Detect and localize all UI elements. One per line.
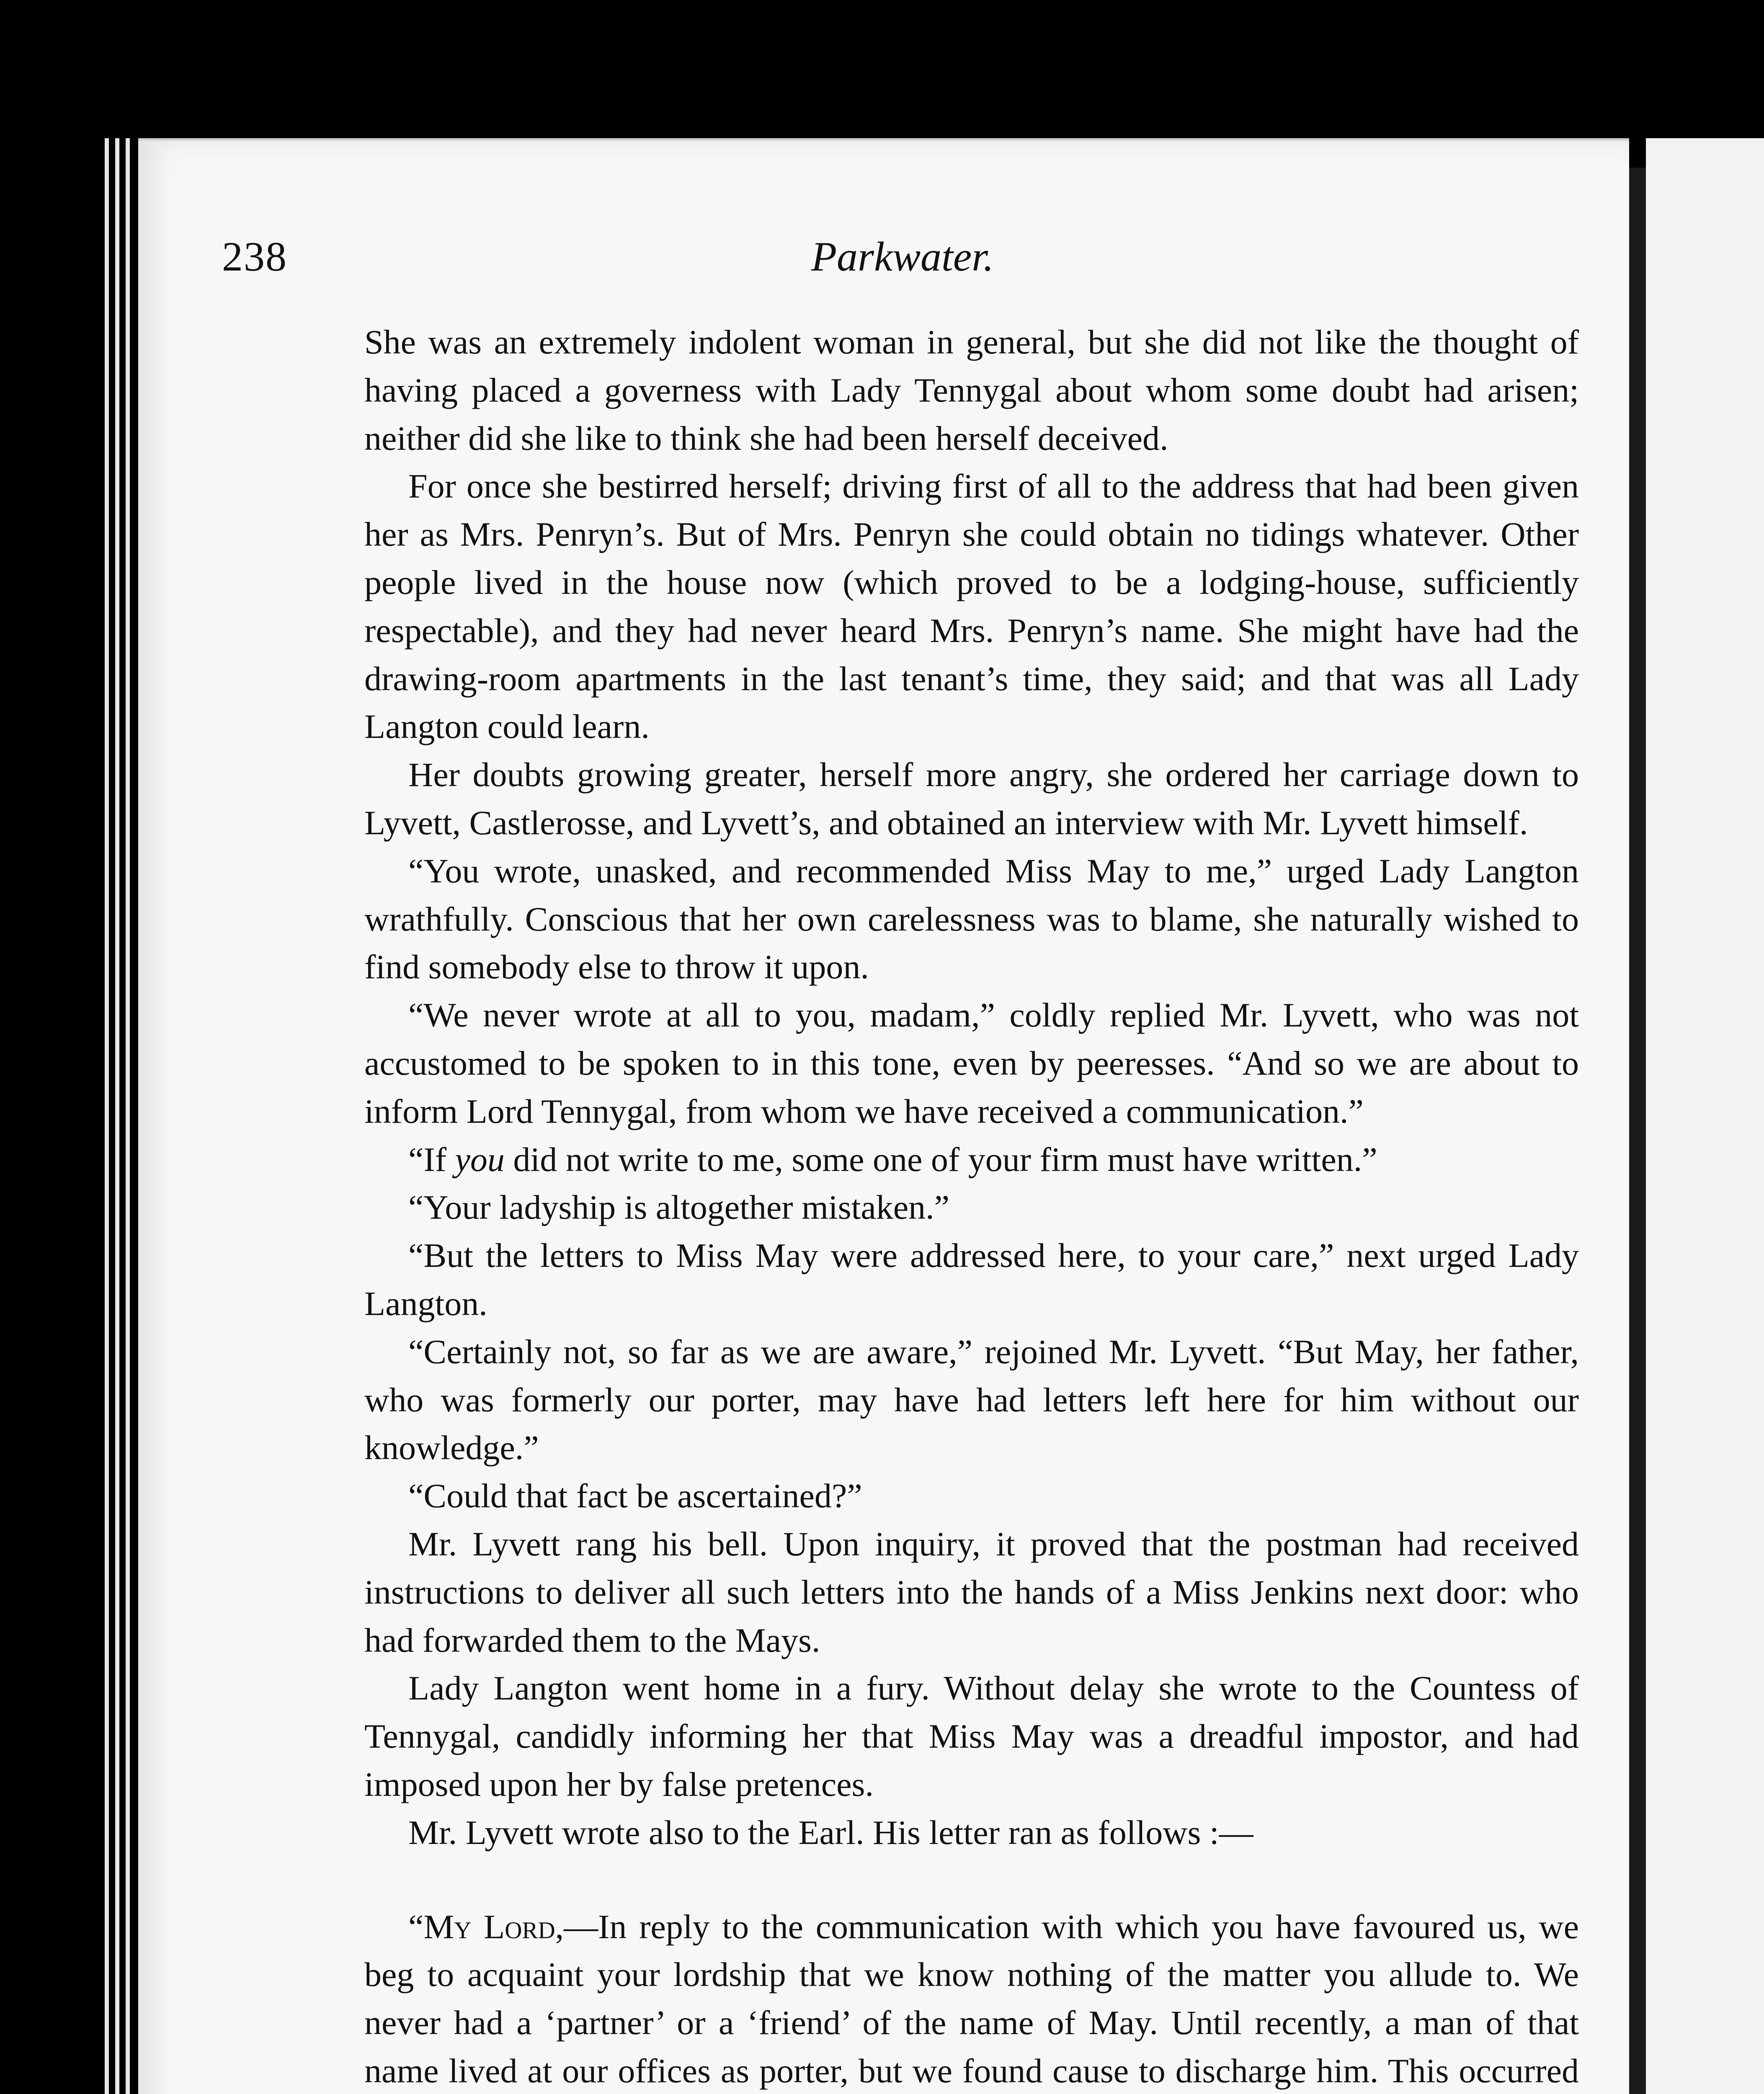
running-title: Parkwater. [811, 233, 994, 280]
page-gutter [1629, 168, 1646, 2094]
letter-open-quote: “ [408, 1907, 424, 1946]
facing-page-edge [1646, 138, 1764, 2094]
paragraph: “You wrote, unasked, and recommended Miss May to me,” urged Lady Langton wrathfully. Conscious that her own carelessness was to blame, she naturally wished to find somebody else to throw it upon. [364, 851, 1579, 986]
running-head [222, 232, 1583, 291]
paragraph: She was an extremely indolent woman in general, but she did not like the thought of having placed a governess with Lady Tennygal about whom some doubt had arisen; neither did she like to think she had been herself deceived. [364, 323, 1579, 457]
body-text [364, 318, 1579, 2094]
paragraph-text: “If [408, 1140, 455, 1179]
binding-edge-line [115, 138, 119, 2094]
paragraph: “Could that fact be ascertained?” [408, 1477, 862, 1515]
paragraph: Her doubts growing greater, herself more angry, she ordered her carriage down to Lyvett, Castlerosse, and Lyvett’s, and obtained an interview with Mr. Lyvett himself. [364, 756, 1579, 842]
paragraph-text: did not write to me, some one of your firm must have written.” [504, 1140, 1377, 1179]
paragraph [364, 1136, 1579, 1184]
paragraph: “Certainly not, so far as we are aware,” rejoined Mr. Lyvett. “But May, her father, who was formerly our porter, may have had letters left here for him without our knowledge.” [364, 1332, 1579, 1467]
binding-edge-line [126, 138, 130, 2094]
letter-salutation: My Lord [423, 1907, 555, 1946]
paragraph: Mr. Lyvett rang his bell. Upon inquiry, it proved that the postman had received instructions to deliver all such letters into the hands of a Miss Jenkins next door: who had forwarded them to the Mays. [364, 1524, 1579, 1659]
paragraph: For once she bestirred herself; driving first of all to the address that had been given her as Mrs. Penryn’s. But of Mrs. Penryn she could obtain no tidings whatever. Other people lived in the house now (which proved to be a lodging-house, sufficiently respectable), and they had never heard Mrs. Penryn’s name. She might have had the drawing-room apartments in the last tenant’s time, they said; and that was all Lady Langton could learn. [364, 467, 1579, 746]
paragraph: “Your ladyship is altogether mistaken.” [408, 1188, 950, 1227]
emphasis-text: you [455, 1140, 505, 1179]
paragraph: “But the letters to Miss May were addressed here, to your care,” next urged Lady Langton. [364, 1236, 1579, 1323]
binding-edge-line [105, 138, 109, 2094]
letter-body: ,—In reply to the communication with which you have favoured us, we beg to acquaint your lordship that we know nothing of the matter you allude to. We never had a ‘partner’ or a ‘friend’ of the name of May. Until recently, a man of that name lived at our offices as porter, but we found cause to discharge him. This occurred [364, 1907, 1579, 2090]
paragraph: “We never wrote at all to you, madam,” coldly replied Mr. Lyvett, who was not accustomed to be spoken to in this tone, even by peeresses. “And so we are about to inform Lord Tennygal, from whom we have received a communication.” [364, 996, 1579, 1130]
letter-paragraph [364, 1903, 1579, 2094]
paragraph: Mr. Lyvett wrote also to the Earl. His letter ran as follows :— [408, 1813, 1253, 1852]
page-number: 238 [222, 233, 287, 280]
paragraph: Lady Langton went home in a fury. Without delay she wrote to the Countess of Tennygal, candidly informing her that Miss May was a dreadful impostor, and had imposed upon her by false pretences. [364, 1669, 1579, 1803]
